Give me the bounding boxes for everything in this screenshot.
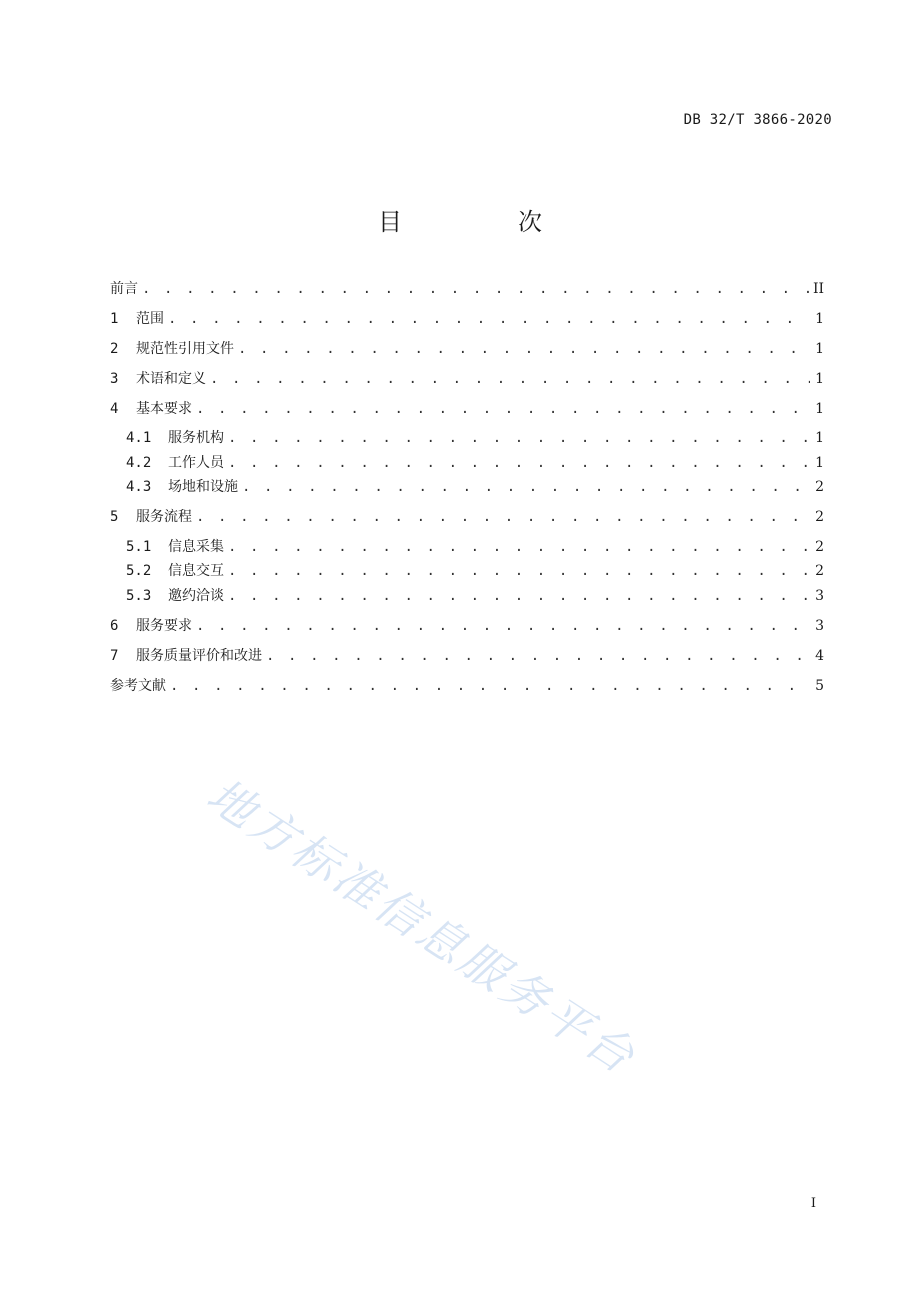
toc-entry-terms-definitions[interactable] [110, 369, 824, 389]
toc-entry-page: II [812, 281, 824, 297]
toc-entry-label: 工作人员 [168, 455, 224, 471]
toc-leader-dots [228, 586, 810, 606]
toc-entry-information-collection[interactable] [126, 537, 824, 557]
watermark: 地方标准信息服务平台 [197, 767, 647, 1086]
toc-entry-label: 范围 [136, 311, 164, 327]
toc-entry-page: 1 [815, 455, 824, 471]
toc-leader-dots [196, 616, 810, 636]
toc-entry-venue-facilities[interactable] [126, 477, 824, 497]
toc-entry-page: 5 [815, 678, 824, 694]
toc-entry-label: 术语和定义 [136, 371, 206, 387]
toc-entry-label: 信息采集 [168, 539, 224, 555]
page-title: 目 次 [378, 208, 588, 236]
toc-leader-dots [238, 339, 810, 359]
toc-entry-number: 4.3 [126, 479, 152, 495]
toc-entry-label: 服务质量评价和改进 [136, 648, 262, 664]
toc-leader-dots [228, 537, 810, 557]
toc-entry-page: 2 [815, 479, 824, 495]
toc-entry-label: 前言 [110, 281, 138, 297]
toc-leader-dots [228, 453, 810, 473]
toc-entry-foreword[interactable] [110, 279, 824, 299]
toc-entry-quality-evaluation[interactable] [110, 646, 824, 666]
toc-entry-number: 3 [110, 371, 119, 387]
toc-entry-page: 1 [815, 341, 824, 357]
toc-leader-dots [170, 676, 810, 696]
toc-entry-invitation-negotiation[interactable] [126, 586, 824, 606]
toc-entry-scope[interactable] [110, 309, 824, 329]
toc-entry-information-exchange[interactable] [126, 561, 824, 581]
toc-entry-label: 基本要求 [136, 401, 192, 417]
toc-leader-dots [210, 369, 810, 389]
toc-leader-dots [242, 477, 810, 497]
toc-entry-basic-requirements[interactable] [110, 399, 824, 419]
toc-entry-page: 1 [815, 430, 824, 446]
toc-entry-page: 2 [815, 509, 824, 525]
toc-entry-normative-references[interactable] [110, 339, 824, 359]
toc-entry-label: 参考文献 [110, 678, 166, 694]
toc-entry-staff[interactable] [126, 453, 824, 473]
toc-entry-page: 2 [815, 563, 824, 579]
toc-leader-dots [196, 399, 810, 419]
toc-entry-page: 2 [815, 539, 824, 555]
toc-entry-page: 3 [815, 618, 824, 634]
toc-entry-label: 规范性引用文件 [136, 341, 234, 357]
toc-entry-number: 2 [110, 341, 119, 357]
toc-entry-number: 5 [110, 509, 119, 525]
toc-leader-dots [266, 646, 810, 666]
toc-entry-page: 1 [815, 401, 824, 417]
toc-leader-dots [228, 561, 810, 581]
toc-entry-number: 6 [110, 618, 119, 634]
toc-entry-label: 邀约洽谈 [168, 588, 224, 604]
toc-entry-number: 5.3 [126, 588, 152, 604]
toc-entry-page: 4 [815, 648, 824, 664]
toc-entry-service-requirements[interactable] [110, 616, 824, 636]
toc-entry-label: 场地和设施 [168, 479, 238, 495]
toc-entry-page: 1 [815, 371, 824, 387]
toc-entry-page: 3 [815, 588, 824, 604]
toc-entry-service-process[interactable] [110, 507, 824, 527]
toc-entry-bibliography[interactable] [110, 676, 824, 696]
toc-leader-dots [142, 279, 809, 299]
toc-leader-dots [168, 309, 810, 329]
toc-entry-label: 信息交互 [168, 563, 224, 579]
toc-entry-number: 4 [110, 401, 119, 417]
standard-code: DB 32/T 3866-2020 [683, 112, 832, 128]
toc-leader-dots [196, 507, 810, 527]
page-number: I [810, 1196, 816, 1211]
toc-entry-label: 服务流程 [136, 509, 192, 525]
toc-entry-number: 4.2 [126, 455, 152, 471]
toc-entry-number: 1 [110, 311, 119, 327]
toc-entry-number: 7 [110, 648, 119, 664]
toc-entry-label: 服务机构 [168, 430, 224, 446]
toc-entry-service-organization[interactable] [126, 428, 824, 448]
toc-leader-dots [228, 428, 810, 448]
toc-entry-page: 1 [815, 311, 824, 327]
toc-entry-number: 4.1 [126, 430, 152, 446]
toc-entry-number: 5.1 [126, 539, 152, 555]
toc-entry-label: 服务要求 [136, 618, 192, 634]
toc-entry-number: 5.2 [126, 563, 152, 579]
